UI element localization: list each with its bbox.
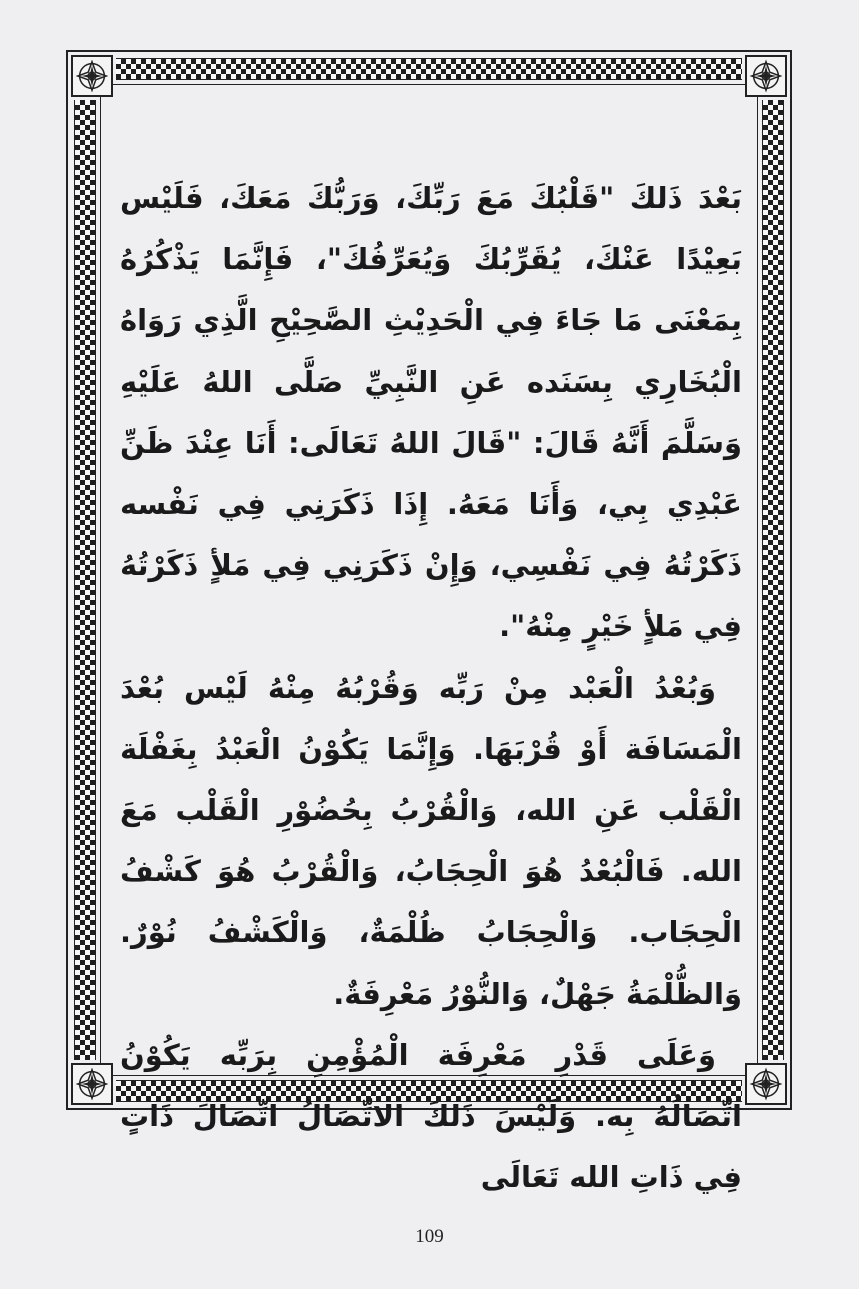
page-number: 109 <box>415 1226 444 1247</box>
corner-ornament-icon <box>745 55 787 97</box>
checkered-border-top <box>116 58 742 80</box>
checkered-border-right <box>762 100 784 1060</box>
corner-ornament-icon <box>745 1063 787 1105</box>
checkered-border-left <box>74 100 96 1060</box>
paragraph: وَبُعْدُ الْعَبْد مِنْ رَبِّه وَقُرْبُهُ مِنْهُ لَيْس بُعْدَ الْمَسَافَة أَوْ قُرْبَهَا. وَإِنَّمَا يَكُوْنُ الْعَبْدُ بِغَفْلَة الْقَلْب عَنِ الله، وَالْقُرْبُ بِحُضُوْرِ الْقَلْب مَعَ الله. فَالْبُعْدُ هُوَ الْحِجَابُ، وَالْقُرْبُ هُوَ كَشْفُ الْحِجَاب. وَالْحِجَابُ ظُلْمَةٌ، وَالْكَشْفُ نُوْرٌ. وَالظُّلْمَةُ جَهْلٌ، وَالنُّوْرُ مَعْرِفَةٌ. <box>120 670 742 1011</box>
corner-ornament-icon <box>71 55 113 97</box>
page-body-text <box>120 168 742 1208</box>
paragraph: وَعَلَى قَدْرِ مَعْرِفَة الْمُؤْمِنِ بِرَبِّه يَكُوْنُ اتِّصَالُهُ بِه. وَلَيْسَ ذَلكَ الاتِّصَالُ اتِّصَالَ ذَاتٍ فِي ذَاتِ الله تَعَالَى <box>120 1037 742 1195</box>
paragraph: بَعْدَ ذَلكَ "قَلْبُكَ مَعَ رَبِّكَ، وَرَبُّكَ مَعَكَ، فَلَيْس بَعِيْدًا عَنْكَ، يُقَرِّبُكَ وَيُعَرِّفُكَ"، فَإِنَّمَا يَذْكُرُهُ بِمَعْنَى مَا جَاءَ فِي الْحَدِيْثِ الصَّحِيْحِ الَّذِي رَوَاهُ الْبُخَارِي بِسَنَده عَنِ النَّبِيِّ صَلَّى اللهُ عَلَيْهِ وَسَلَّمَ أَنَّهُ قَالَ: "قَالَ اللهُ تَعَالَى: أَنَا عِنْدَ ظَنِّ عَبْدِي بِي، وَأَنَا مَعَهُ. إِذَا ذَكَرَنِي فِي نَفْسه ذَكَرْتُهُ فِي نَفْسِي، وَإِنْ ذَكَرَنِي فِي مَلأٍ ذَكَرْتُهُ فِي مَلأٍ خَيْرٍ مِنْهُ". <box>120 181 742 644</box>
corner-ornament-icon <box>71 1063 113 1105</box>
